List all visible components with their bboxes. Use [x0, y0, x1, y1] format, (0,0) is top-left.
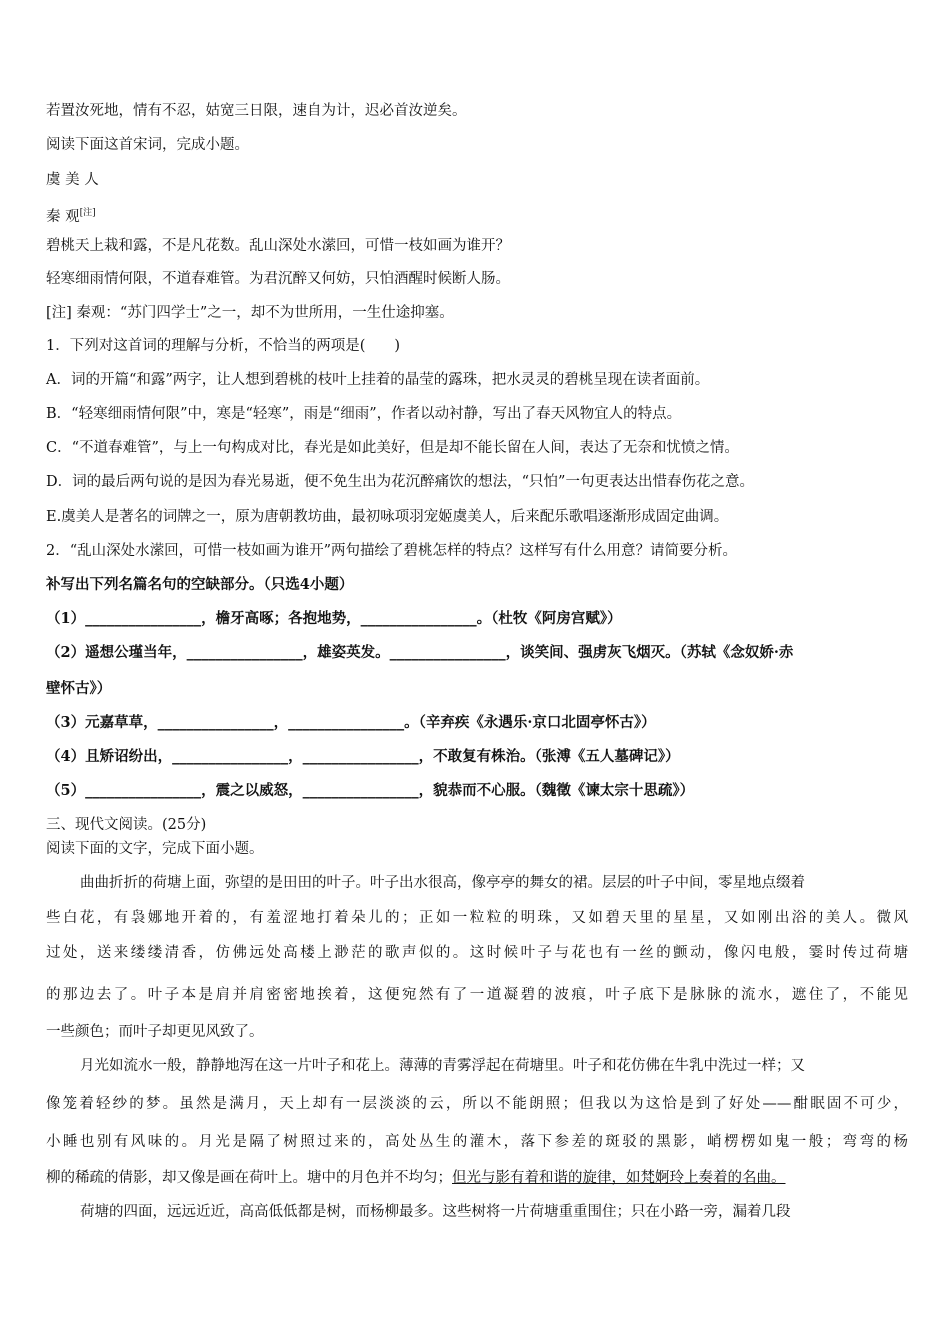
- poem-author: [46, 203, 908, 227]
- para-line: 月光如流水一般，静静地泻在这一片叶子和花上。薄薄的青雾浮起在荷塘里。叶子和花仿佛在牛乳中洗过一样；又: [80, 1058, 805, 1074]
- poem-title: 虞 美 人: [46, 172, 99, 188]
- fill-item-3: （3）元嘉草草，________________，________________。（辛弃疾《永遇乐·京口北固亭怀古》）: [46, 714, 656, 731]
- para-line: 的那边去了。叶子本是肩并肩密密地挨着，这便宛然有了一道凝碧的波痕，叶子底下是脉脉的流水，遮住了，不能见: [46, 987, 908, 1003]
- para-line: 曲曲折折的荷塘上面，弥望的是田田的叶子。叶子出水很高，像亭亭的舞女的裙。层层的叶子中间，零星地点缀着: [80, 875, 805, 891]
- underlined-text: 但光与影有着和谐的旋律，如梵婀玲上奏着的名曲。: [452, 1170, 786, 1186]
- section-3-heading: 三、现代文阅读。(25分): [46, 817, 207, 833]
- question-2: 2．“乱山深处水潆回，可惜一枝如画为谁开”两句描绘了碧桃怎样的特点？这样写有什么用意？请简要分析。: [46, 543, 738, 559]
- text-line: 阅读下面这首宋词，完成小题。: [46, 137, 249, 153]
- section-3-intro: 阅读下面的文字，完成下面小题。: [46, 841, 264, 857]
- poem-note: [注] 秦观：“苏门四学士”之一，却不为世所用，一生仕途抑塞。: [46, 305, 454, 321]
- fill-heading: 补写出下列名篇名句的空缺部分。（只选4小题）: [46, 576, 354, 593]
- option-d: D．词的最后两句说的是因为春光易逝，便不免生出为花沉醉痛饮的想法，“只怕”一句更表达出惜春伤花之意。: [46, 474, 754, 490]
- option-e: E.虞美人是著名的词牌之一，原为唐朝教坊曲，最初咏项羽宠姬虞美人，后来配乐歌唱逐渐形成固定曲调。: [46, 509, 729, 525]
- note-mark: [注]: [79, 208, 96, 218]
- para-line: 小睡也别有风味的。月光是隔了树照过来的，高处丛生的灌木，落下参差的斑驳的黑影，峭楞楞如鬼一般；弯弯的杨: [46, 1134, 908, 1150]
- fill-item-2: （2）遥想公瑾当年，________________，雄姿英发。________________，谈笑间、强虏灰飞烟灭。（苏轼《念奴娇·赤: [46, 644, 794, 661]
- poem-line: 轻寒细雨情何限，不道春难管。为君沉醉又何妨，只怕酒醒时候断人肠。: [46, 271, 510, 287]
- fill-item-5: （5）________________，震之以威怒，________________，貌恭而不心服。（魏徵《谏太宗十思疏》）: [46, 782, 695, 799]
- text-line: 若置汝死地，情有不忍，姑宽三日限，速自为计，迟必首汝逆矣。: [46, 103, 467, 119]
- question-1: 1．下列对这首词的理解与分析，不恰当的两项是( ): [46, 338, 401, 354]
- fill-item-4: （4）且矫诏纷出，________________，________________，不敢复有株治。（张溥《五人墓碑记》）: [46, 748, 680, 765]
- option-a: A．词的开篇“和露”两字，让人想到碧桃的枝叶上挂着的晶莹的露珠，把水灵灵的碧桃呈现在读者面前。: [46, 372, 710, 388]
- fill-item-2-cont: 壁怀古》）: [46, 680, 112, 697]
- option-b: B．“轻寒细雨情何限”中，寒是“轻寒”，雨是“细雨”，作者以动衬静，写出了春天风物宜人的特点。: [46, 406, 682, 422]
- para-line: 过处，送来缕缕清香，仿佛远处高楼上渺茫的歌声似的。这时候叶子与花也有一丝的颤动，像闪电般，霎时传过荷塘: [46, 945, 908, 961]
- para-line: 像笼着轻纱的梦。虽然是满月，天上却有一层淡淡的云，所以不能朗照；但我以为这恰是到了好处——酣眠固不可少，: [46, 1096, 908, 1112]
- para-line: 些白花，有袅娜地开着的，有羞涩地打着朵儿的；正如一粒粒的明珠，又如碧天里的星星，又如刚出浴的美人。微风: [46, 910, 908, 926]
- poem-author-name: 秦 观: [46, 208, 80, 225]
- para-line: 一些颜色；而叶子却更见风致了。: [46, 1024, 264, 1040]
- para-line: [46, 1168, 908, 1188]
- para-text: 柳的稀疏的倩影，却又像是画在荷叶上。塘中的月色并不均匀；: [46, 1170, 452, 1186]
- fill-item-1: （1）________________，檐牙高啄；各抱地势，________________。（杜牧《阿房宫赋》）: [46, 610, 622, 627]
- para-line: 荷塘的四面，远远近近，高高低低都是树，而杨柳最多。这些树将一片荷塘重重围住；只在小路一旁，漏着几段: [80, 1204, 791, 1220]
- poem-line: 碧桃天上栽和露，不是凡花数。乱山深处水潆回，可惜一枝如画为谁开？: [46, 238, 510, 254]
- option-c: C．“不道春难管”，与上一句构成对比，春光是如此美好，但是却不能长留在人间，表达了无奈和忧愤之情。: [46, 440, 739, 456]
